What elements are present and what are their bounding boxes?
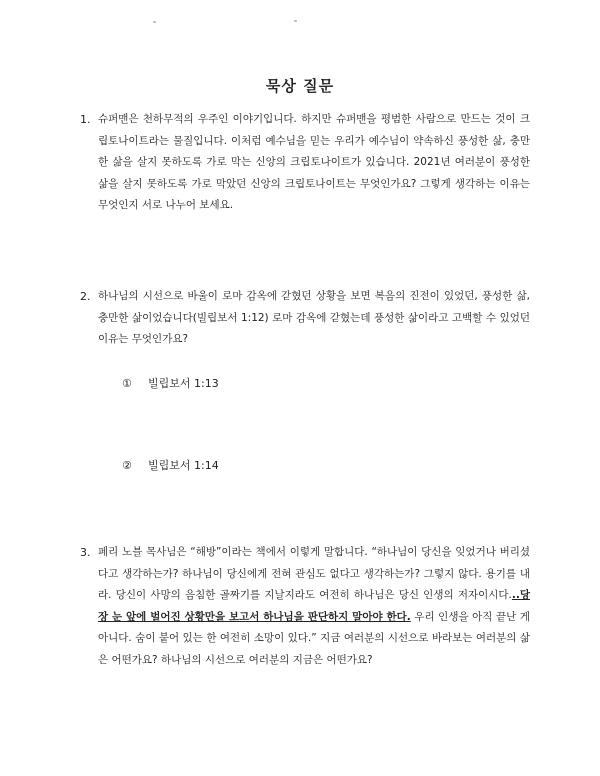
question-3-number: 3.	[80, 546, 91, 559]
question-1-text: 슈퍼맨은 천하무적의 우주인 이야기입니다. 하지만 슈퍼맨을 평범한 사람으로 만드는 것이 크립토나이트라는 물질입니다. 이처럼 예수님을 믿는 우리가 예수님이 약속하신 풍성한 삶, 충만한 삶을 살지 못하도록 가로 막는 신앙의 크립토나이트가 있습니다. 2021년 여러분이 풍성한 삶을 살지 못하도록 가로 막았던 신앙의 크립토나이트는 무엇인가요? 그렇게 생각하는 이유는 무엇인지 서로 나누어 보세요.	[98, 113, 530, 211]
sub-1-text: 빌립보서 1:13	[148, 377, 219, 390]
question-1-number: 1.	[80, 113, 91, 126]
scan-speck	[153, 21, 156, 23]
question-3-text-after: 우리 인생을 아직 끝난 게 아니다. 숨이 붙어 있는 한 여전히 소망이 있다.” 지금 여러분의 시선으로 바라보는 여러분의 삶은 어떤가요? 하나님의 시선으로 여러분의 지금은 어떤가요?	[98, 610, 530, 666]
question-2-number: 2.	[80, 290, 91, 303]
question-2-text: 하나님의 시선으로 바울이 로마 감옥에 갇혔던 상황을 보면 복음의 진전이 있었던, 풍성한 삶, 충만한 삶이었습니다(빌립보서 1:12) 로마 감옥에 갇혔는데 풍성한 삶이라고 고백할 수 있었던 이유는 무엇인가요?	[98, 290, 530, 345]
scan-speck	[294, 20, 297, 22]
sub-1-mark: ①	[122, 377, 132, 390]
question-3-text	[98, 542, 530, 671]
question-3-emphasis: ..당장 눈 앞에 벌어진 상황만을 보고서 하나님을 판단하지 말아야 한다.	[98, 589, 530, 623]
question-2-sub-1	[122, 375, 219, 391]
sub-2-mark: ②	[122, 459, 132, 472]
question-2-sub-2	[122, 457, 219, 473]
page-title: 묵상 질문	[265, 77, 335, 95]
question-3-text-before: 페리 노블 목사님은 “해방”이라는 책에서 이렇게 말합니다. “하나님이 당신을 잊었거나 버리셨다고 생각하는가? 하나님이 당신에게 전혀 관심도 없다고 생각하는가? 그렇지 않다. 용기를 내라. 당신이 사망의 음침한 골짜기를 지날지라도 여전히 하나님은 당신 인생의 저자이시다.	[98, 546, 530, 601]
sub-2-text: 빌립보서 1:14	[148, 459, 219, 472]
